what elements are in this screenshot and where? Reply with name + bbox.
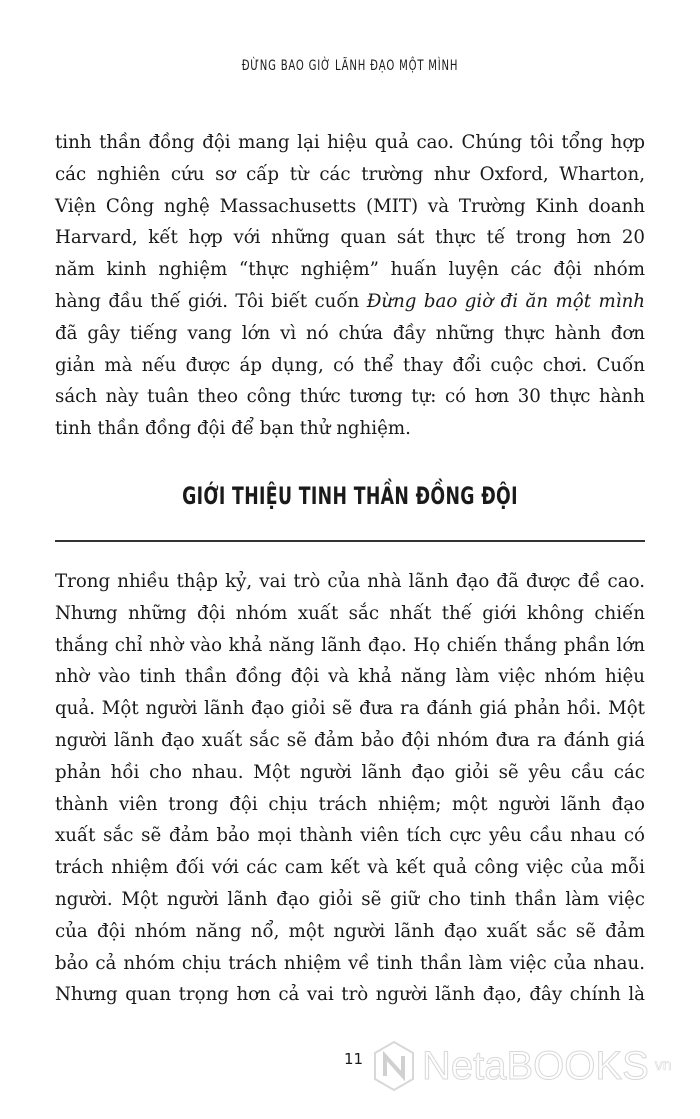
- text-line: thắng chỉ nhờ vào khả năng lãnh đạo. Họ chiến thắng phần lớn: [55, 634, 645, 656]
- page-number: 11: [344, 1050, 364, 1068]
- netabooks-logo-icon: [372, 1040, 416, 1092]
- text-line: phản hồi cho nhau. Một người lãnh đạo giỏi sẽ yêu cầu các: [55, 761, 645, 783]
- text-line: trách nhiệm đối với các cam kết và kết quả công việc của mỗi: [55, 857, 645, 879]
- text-line: của đội nhóm năng nổ, một người lãnh đạo xuất sắc sẽ đảm: [55, 920, 645, 942]
- text-line: xuất sắc sẽ đảm bảo mọi thành viên tích cực yêu cầu nhau có: [55, 825, 645, 847]
- text-line: tinh thần đồng đội để bạn thử nghiệm.: [55, 418, 411, 440]
- text-line: Nhưng quan trọng hơn cả vai trò người lãnh đạo, đây chính là: [55, 984, 645, 1006]
- text-line: Harvard, kết hợp với những quan sát thực tế trong hơn 20: [55, 227, 645, 249]
- text-line: sách này tuân theo công thức tương tự: có hơn 30 thực hành: [55, 386, 645, 408]
- text-fragment: hàng đầu thế giới. Tôi biết cuốn: [55, 290, 367, 312]
- text-line: năm kinh nghiệm “thực nghiệm” huấn luyện các đội nhóm: [55, 259, 645, 281]
- text-line: Viện Công nghệ Massachusetts (MIT) và Trường Kinh doanh: [55, 195, 645, 217]
- watermark: [372, 1040, 672, 1092]
- section-heading: GIỚI THIỆU TINH THẦN ĐỒNG ĐỘI: [182, 482, 518, 510]
- intro-paragraph: [55, 127, 645, 445]
- text-line: Nhưng những đội nhóm xuất sắc nhất thế giới không chiến: [55, 602, 645, 624]
- running-header: ĐỪNG BAO GIỜ LÃNH ĐẠO MỘT MÌNH: [241, 58, 459, 74]
- text-line: giản mà nếu được áp dụng, có thể thay đổi cuộc chơi. Cuốn: [55, 354, 645, 376]
- text-line: bảo cả nhóm chịu trách nhiệm về tinh thần làm việc của nhau.: [55, 952, 645, 974]
- text-line: đã gây tiếng vang lớn vì nó chứa đầy những thực hành đơn: [55, 322, 645, 344]
- watermark-suffix: vn: [654, 1057, 672, 1074]
- watermark-brand: NetaBOOKS: [422, 1043, 649, 1088]
- text-line: các nghiên cứu sơ cấp từ các trường như Oxford, Wharton,: [55, 163, 645, 185]
- text-line: nhờ vào tinh thần đồng đội và khả năng làm việc nhóm hiệu: [55, 666, 645, 688]
- text-line: tinh thần đồng đội mang lại hiệu quả cao. Chúng tôi tổng hợp: [55, 132, 645, 153]
- body-paragraph: [55, 566, 645, 1011]
- text-line: người. Một người lãnh đạo giỏi sẽ giữ cho tinh thần làm việc: [55, 888, 645, 910]
- text-line: quả. Một người lãnh đạo giỏi sẽ đưa ra đánh giá phản hồi. Một: [55, 698, 645, 720]
- text-line: người lãnh đạo xuất sắc sẽ đảm bảo đội nhóm đưa ra đánh giá: [55, 729, 645, 751]
- section-divider: [55, 540, 645, 542]
- text-line-with-book-title: [55, 286, 645, 318]
- text-line: Trong nhiều thập kỷ, vai trò của nhà lãnh đạo đã được đề cao.: [55, 571, 645, 592]
- book-title: Đừng bao giờ đi ăn một mình: [366, 290, 645, 312]
- text-line: thành viên trong đội chịu trách nhiệm; một người lãnh đạo: [55, 793, 645, 815]
